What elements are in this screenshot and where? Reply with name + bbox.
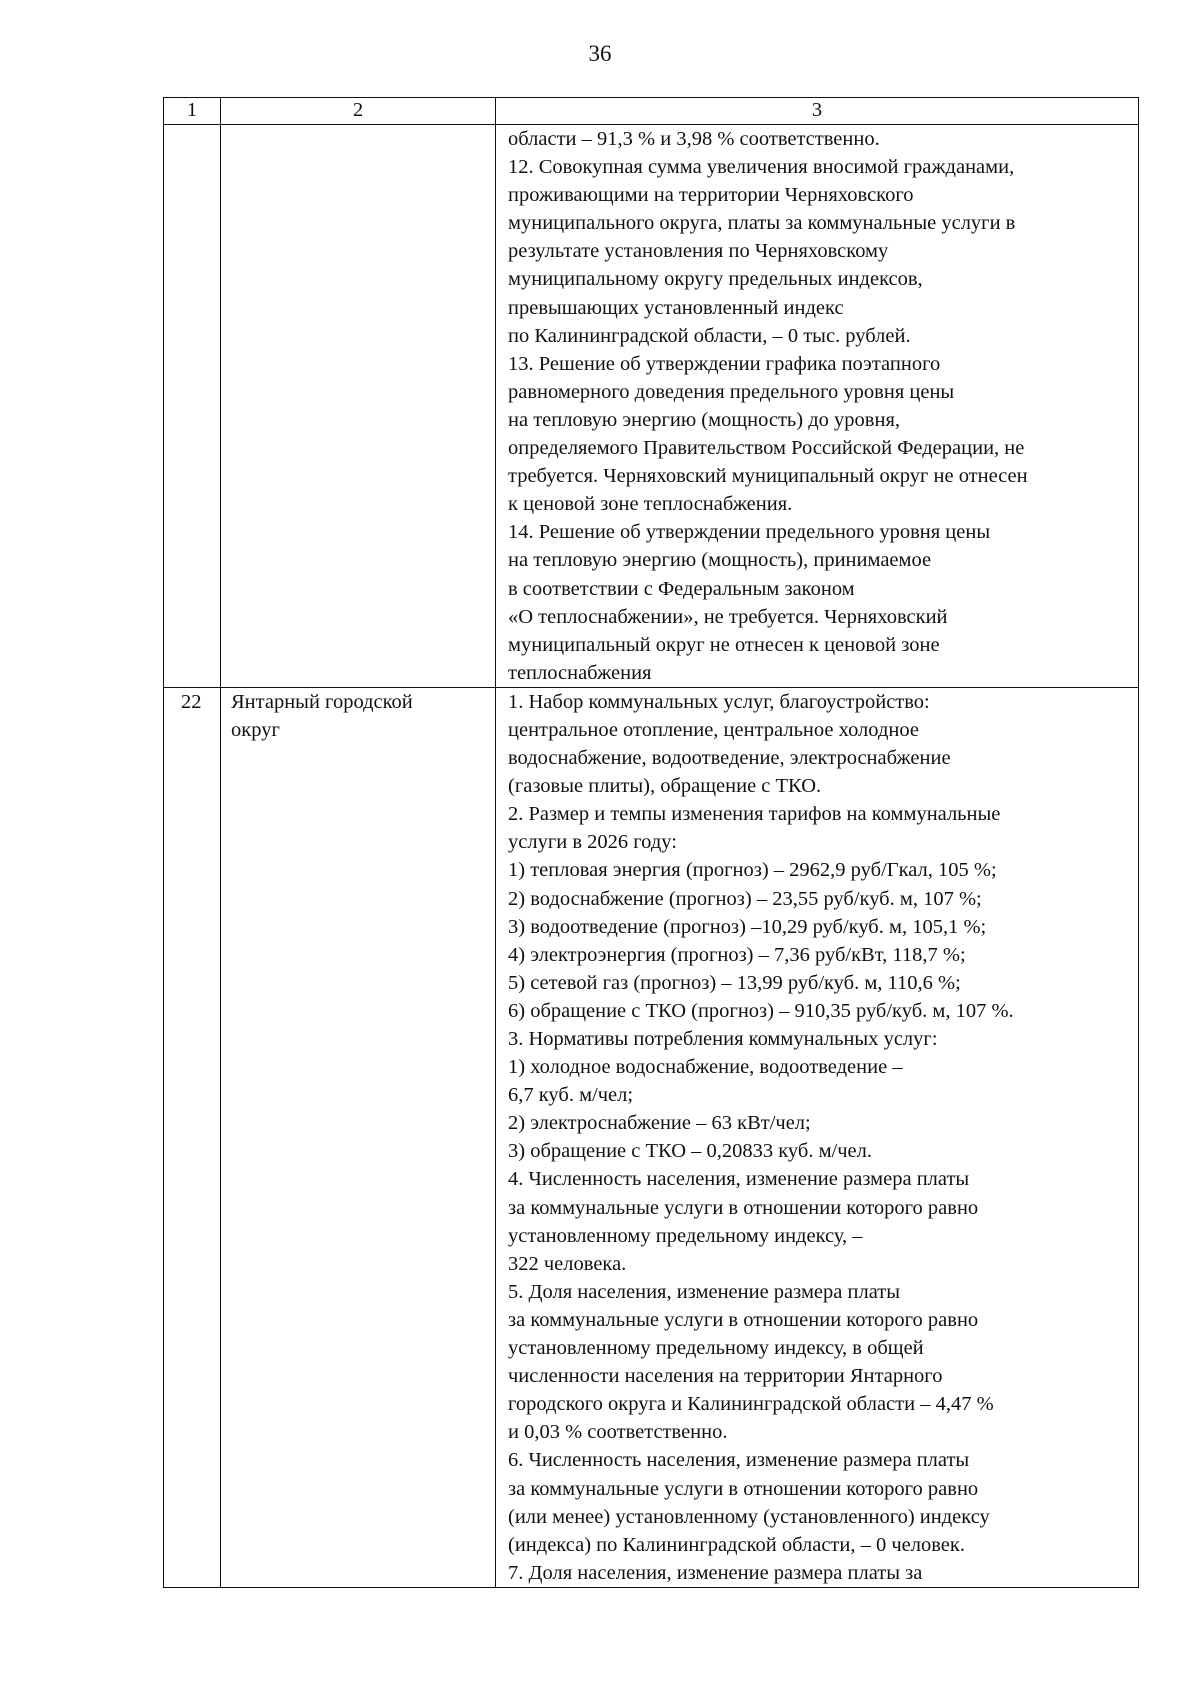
text-line: 2) электроснабжение – 63 кВт/чел; xyxy=(508,1112,811,1135)
text-line: и 0,03 % соответственно. xyxy=(508,1421,728,1444)
text-line: в соответствии с Федеральным законом xyxy=(508,577,855,600)
text-line: требуется. Черняховский муниципальный округ не отнесен xyxy=(508,465,1028,488)
text-line: проживающими на территории Черняховского xyxy=(508,184,914,207)
text-line: 6. Численность населения, изменение размера платы xyxy=(508,1449,970,1472)
text-line: 5. Доля населения, изменение размера платы xyxy=(508,1280,901,1303)
text-line: 13. Решение об утверждении графика поэтапного xyxy=(508,352,941,375)
text-line: 2) водоснабжение (прогноз) – 23,55 руб/куб. м, 107 %; xyxy=(508,887,982,910)
text-line: (индекса) по Калининградской области, – 0 человек. xyxy=(508,1533,965,1556)
text-line: 4. Численность населения, изменение размера платы xyxy=(508,1168,970,1191)
text-line: численности населения на территории Янтарного xyxy=(508,1365,943,1388)
text-line: к ценовой зоне теплоснабжения. xyxy=(508,493,793,516)
text-line: 1) тепловая энергия (прогноз) – 2962,9 руб/Гкал, 105 %; xyxy=(508,859,997,882)
text-line: городского округа и Калининградской области – 4,47 % xyxy=(508,1393,994,1416)
row-number: 22 xyxy=(164,687,221,1587)
text-line: за коммунальные услуги в отношении которого равно xyxy=(508,1196,979,1219)
text-line: за коммунальные услуги в отношении которого равно xyxy=(508,1308,979,1331)
document-table xyxy=(163,97,1139,1588)
header-col-1: 1 xyxy=(164,98,221,125)
municipality-name xyxy=(221,125,496,688)
text-line: водоснабжение, водоотведение, электроснабжение xyxy=(508,747,951,770)
header-col-2: 2 xyxy=(221,98,496,125)
text-line: результате установления по Черняховскому xyxy=(508,240,889,263)
text-line: 1) холодное водоснабжение, водоотведение – xyxy=(508,1056,903,1079)
municipality-name-line: Янтарный городской xyxy=(231,690,413,713)
row-number xyxy=(164,125,221,688)
text-line: (или менее) установленному (установленного) индексу xyxy=(508,1505,990,1528)
page-number: 36 xyxy=(588,41,612,66)
text-line: 7. Доля населения, изменение размера платы за xyxy=(508,1561,923,1584)
table-row xyxy=(164,125,1139,688)
indicator-description xyxy=(496,687,1139,1587)
header-col-3: 3 xyxy=(496,98,1139,125)
text-line: установленному предельному индексу, в общей xyxy=(508,1337,924,1360)
text-line: 1. Набор коммунальных услуг, благоустройство: xyxy=(508,690,930,713)
text-line: услуги в 2026 году: xyxy=(508,831,677,854)
text-line: 5) сетевой газ (прогноз) – 13,99 руб/куб. м, 110,6 %; xyxy=(508,971,961,994)
table-row xyxy=(164,687,1139,1587)
text-line: (газовые плиты), обращение с ТКО. xyxy=(508,775,822,798)
indicator-description xyxy=(496,125,1139,688)
text-line: муниципального округа, платы за коммунальные услуги в xyxy=(508,212,1016,235)
table-header-row xyxy=(164,98,1139,125)
text-line: муниципальный округ не отнесен к ценовой зоне xyxy=(508,633,940,656)
text-line: 12. Совокупная сумма увеличения вносимой гражданами, xyxy=(508,156,1015,179)
text-line: 14. Решение об утверждении предельного уровня цены xyxy=(508,521,991,544)
table-body xyxy=(164,125,1139,1588)
text-line: за коммунальные услуги в отношении которого равно xyxy=(508,1477,979,1500)
text-line: 2. Размер и темпы изменения тарифов на коммунальные xyxy=(508,803,1001,826)
text-line: центральное отопление, центральное холодное xyxy=(508,718,919,741)
text-line: области – 91,3 % и 3,98 % соответственно. xyxy=(508,128,880,150)
text-line: на тепловую энергию (мощность) до уровня, xyxy=(508,408,900,431)
text-line: 6,7 куб. м/чел; xyxy=(508,1084,634,1107)
text-line: по Калининградской области, – 0 тыс. рублей. xyxy=(508,324,911,347)
municipality-name-line: округ xyxy=(231,718,280,741)
text-line: 322 человека. xyxy=(508,1252,627,1275)
text-line: «О теплоснабжении», не требуется. Черняховский xyxy=(508,605,948,628)
text-line: теплоснабжения xyxy=(508,661,652,684)
text-line: 3. Нормативы потребления коммунальных услуг: xyxy=(508,1028,938,1050)
text-line: 3) водоотведение (прогноз) –10,29 руб/куб. м, 105,1 %; xyxy=(508,915,987,938)
text-line: 4) электроэнергия (прогноз) – 7,36 руб/кВт, 118,7 %; xyxy=(508,943,966,966)
municipality-name xyxy=(221,687,496,1587)
text-line: установленному предельному индексу, – xyxy=(508,1224,863,1247)
text-line: равномерного доведения предельного уровня цены xyxy=(508,380,955,403)
text-line: 3) обращение с ТКО – 0,20833 куб. м/чел. xyxy=(508,1140,873,1163)
text-line: муниципальному округу предельных индексов, xyxy=(508,268,923,291)
text-line: 6) обращение с ТКО (прогноз) – 910,35 руб/куб. м, 107 %. xyxy=(508,999,1014,1022)
text-line: превышающих установленный индекс xyxy=(508,296,844,319)
text-line: определяемого Правительством Российской Федерации, не xyxy=(508,437,1025,460)
text-line: на тепловую энергию (мощность), принимаемое xyxy=(508,549,932,572)
